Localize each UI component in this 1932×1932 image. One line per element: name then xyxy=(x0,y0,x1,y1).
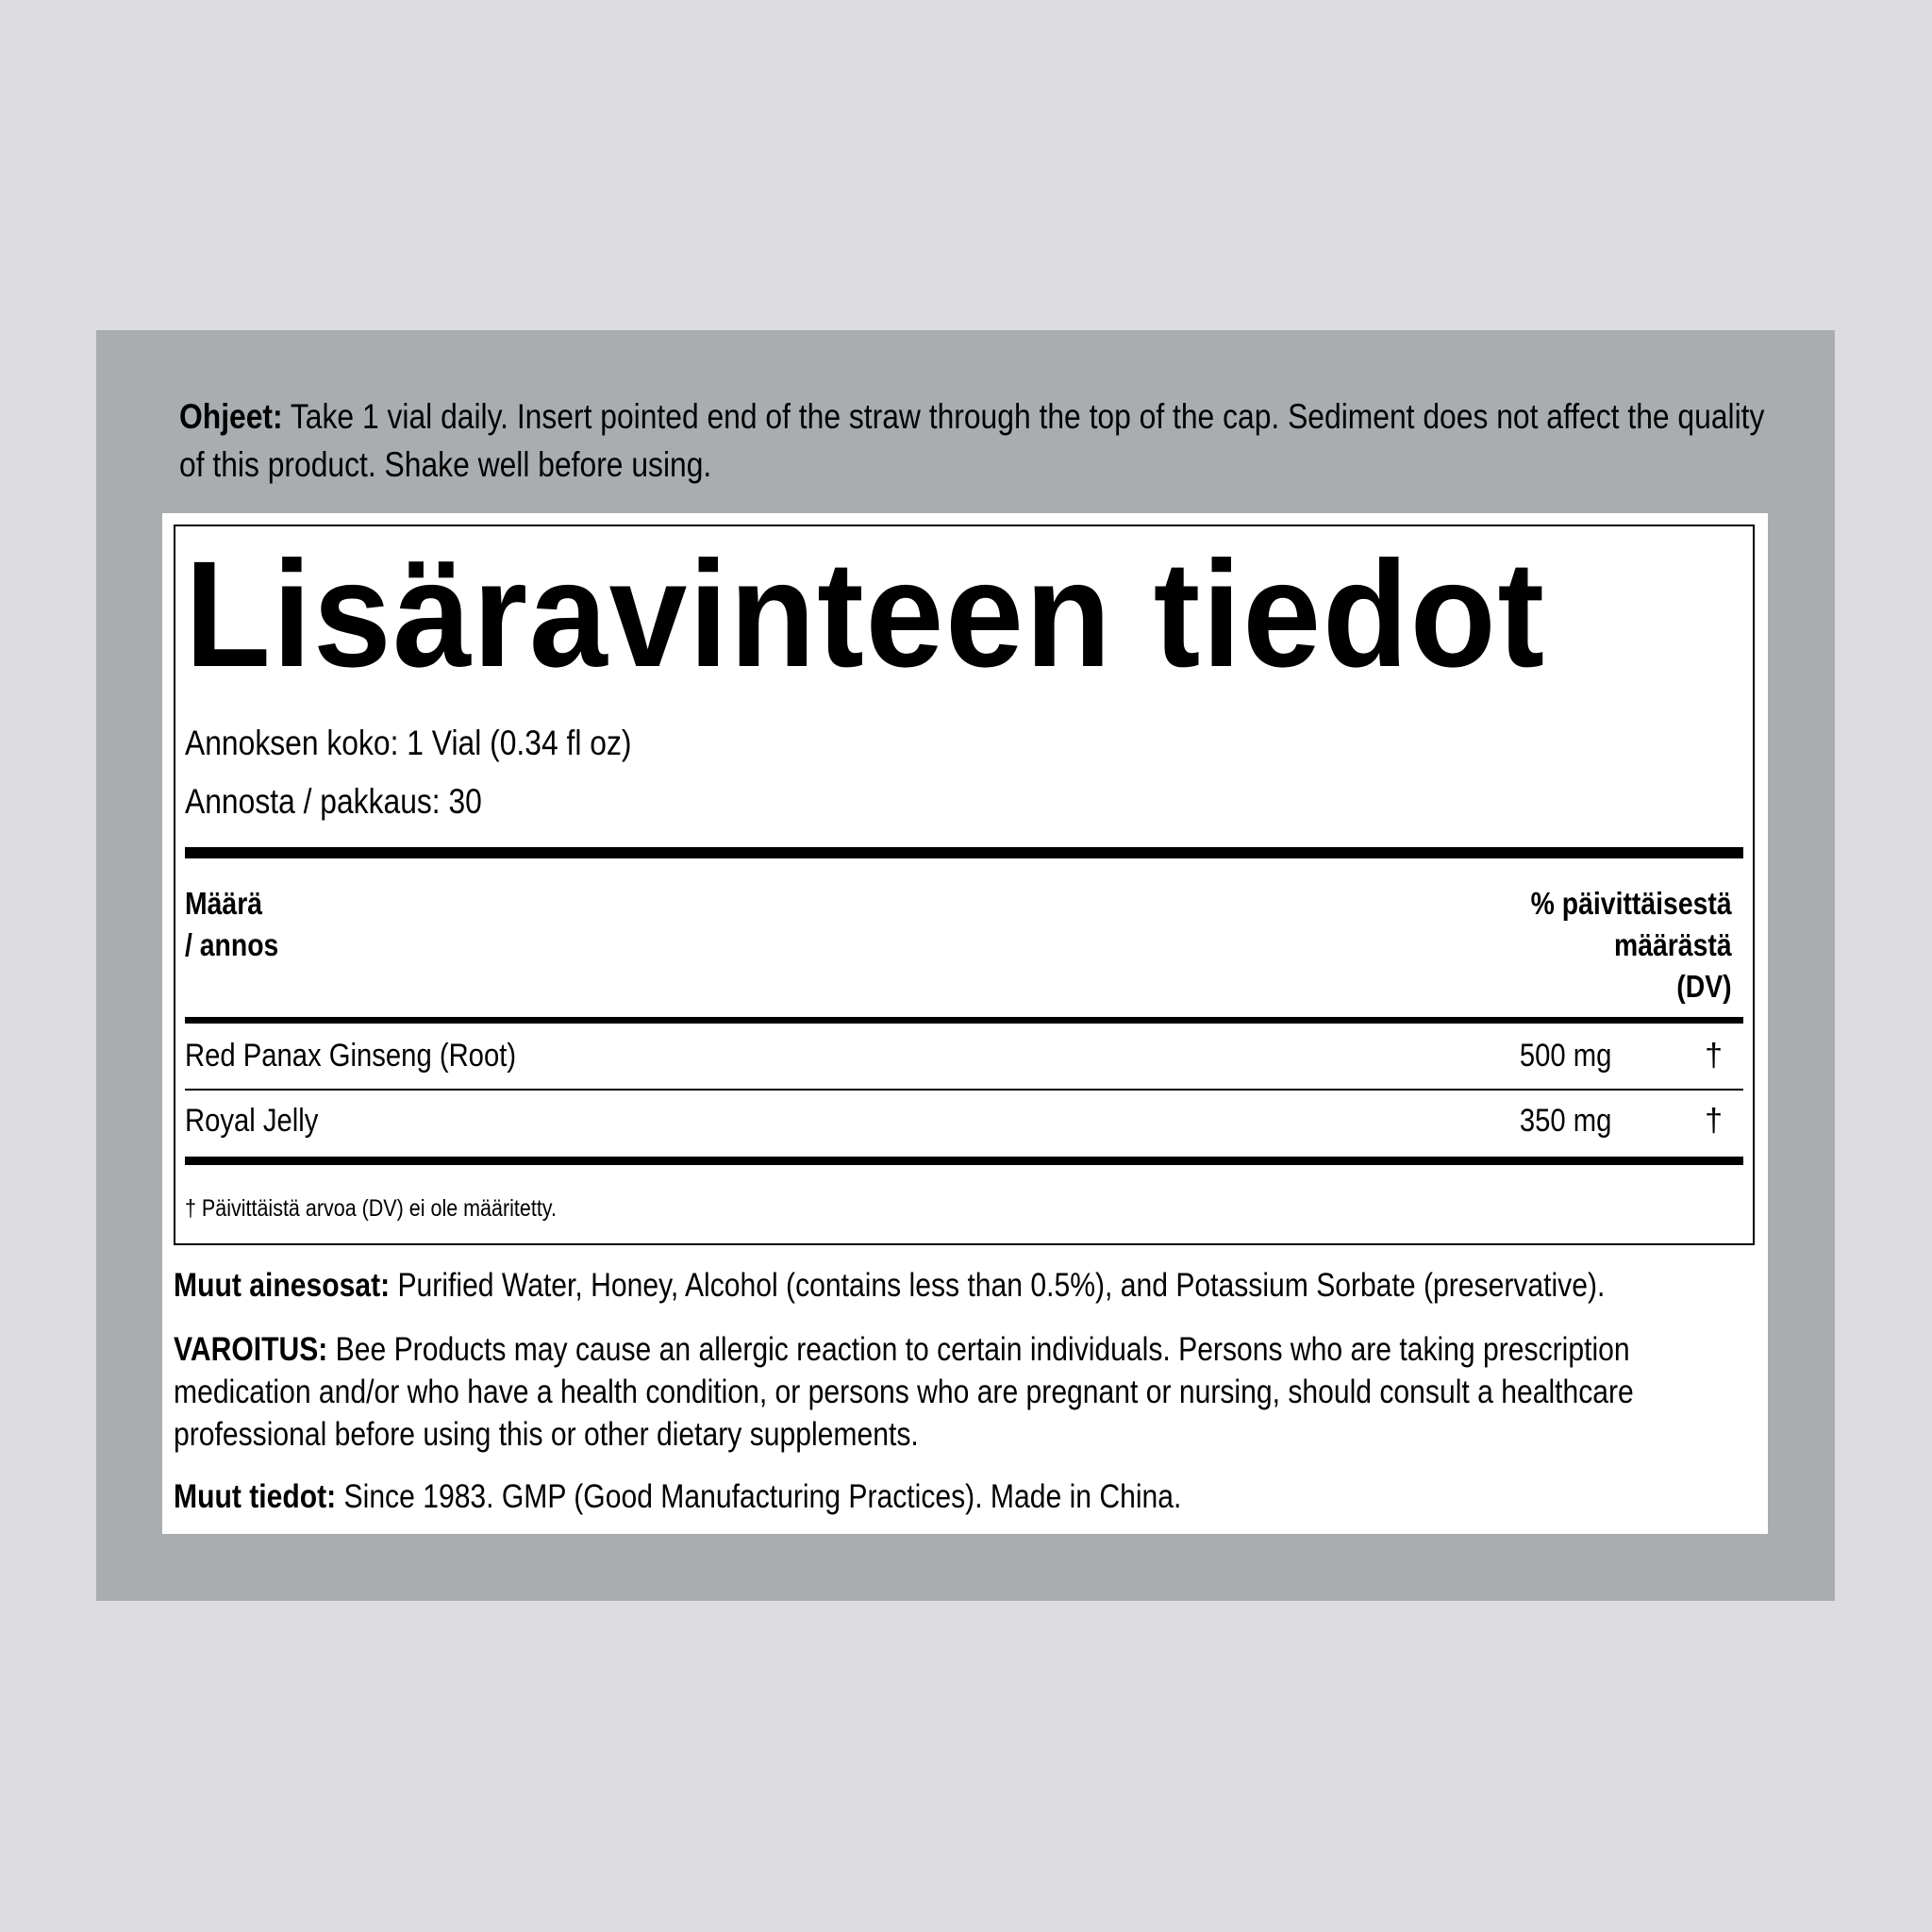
dv-header-line2: määrästä xyxy=(1614,927,1732,962)
amount-header-line2: / annos xyxy=(185,927,279,962)
ingredient-amount: 350 mg xyxy=(1519,1103,1611,1139)
ingredient-name: Royal Jelly xyxy=(185,1103,319,1139)
dv-header-line3: (DV) xyxy=(1676,969,1732,1004)
directions-label: Ohjeet: xyxy=(179,397,283,436)
directions-body: Take 1 vial daily. Insert pointed end of the straw through the top of the cap. Sediment does not affect the quality of this product. Shake well before using. xyxy=(179,397,1765,484)
ingredient-dv: † xyxy=(1705,1103,1723,1139)
amount-per-serving-header xyxy=(185,883,278,966)
ingredient-amount: 500 mg xyxy=(1519,1038,1611,1074)
dv-header-line1: % päivittäisestä xyxy=(1531,886,1732,921)
daily-value-header xyxy=(1531,883,1732,1008)
thin-divider xyxy=(185,1089,1743,1091)
medium-divider xyxy=(185,1017,1743,1024)
facts-title: Lisäravinteen tiedot xyxy=(185,529,1546,698)
other-ingredients xyxy=(174,1264,1764,1307)
supplement-facts-box xyxy=(174,525,1755,1245)
thick-divider-top xyxy=(185,847,1743,858)
serving-size: Annoksen koko: 1 Vial (0.34 fl oz) xyxy=(185,724,632,762)
other-info-text: Since 1983. GMP (Good Manufacturing Practices). Made in China. xyxy=(336,1478,1182,1515)
ingredient-name: Red Panax Ginseng (Root) xyxy=(185,1038,517,1074)
thick-divider-bottom xyxy=(185,1157,1743,1165)
warning-label: VAROITUS: xyxy=(174,1331,328,1368)
other-info-label: Muut tiedot: xyxy=(174,1478,337,1515)
supplement-label xyxy=(162,513,1768,1534)
warning-text: Bee Products may cause an allergic reaction to certain individuals. Persons who are taking prescription medication and/or who have a health condition, or persons who are pregnant or nursing, should consult a healthcare professional before using this or other dietary supplements. xyxy=(174,1331,1634,1453)
directions-text xyxy=(179,392,1770,489)
servings-per-container: Annosta / pakkaus: 30 xyxy=(185,782,482,821)
dv-footnote: † Päivittäistä arvoa (DV) ei ole määritetty. xyxy=(185,1195,557,1222)
label-panel xyxy=(96,330,1835,1601)
other-ingredients-label: Muut ainesosat: xyxy=(174,1267,391,1304)
amount-header-line1: Määrä xyxy=(185,886,263,921)
warning xyxy=(174,1328,1764,1456)
other-ingredients-text: Purified Water, Honey, Alcohol (contains less than 0.5%), and Potassium Sorbate (preservative). xyxy=(390,1267,1606,1304)
ingredient-dv: † xyxy=(1705,1038,1723,1074)
other-info xyxy=(174,1475,1764,1518)
